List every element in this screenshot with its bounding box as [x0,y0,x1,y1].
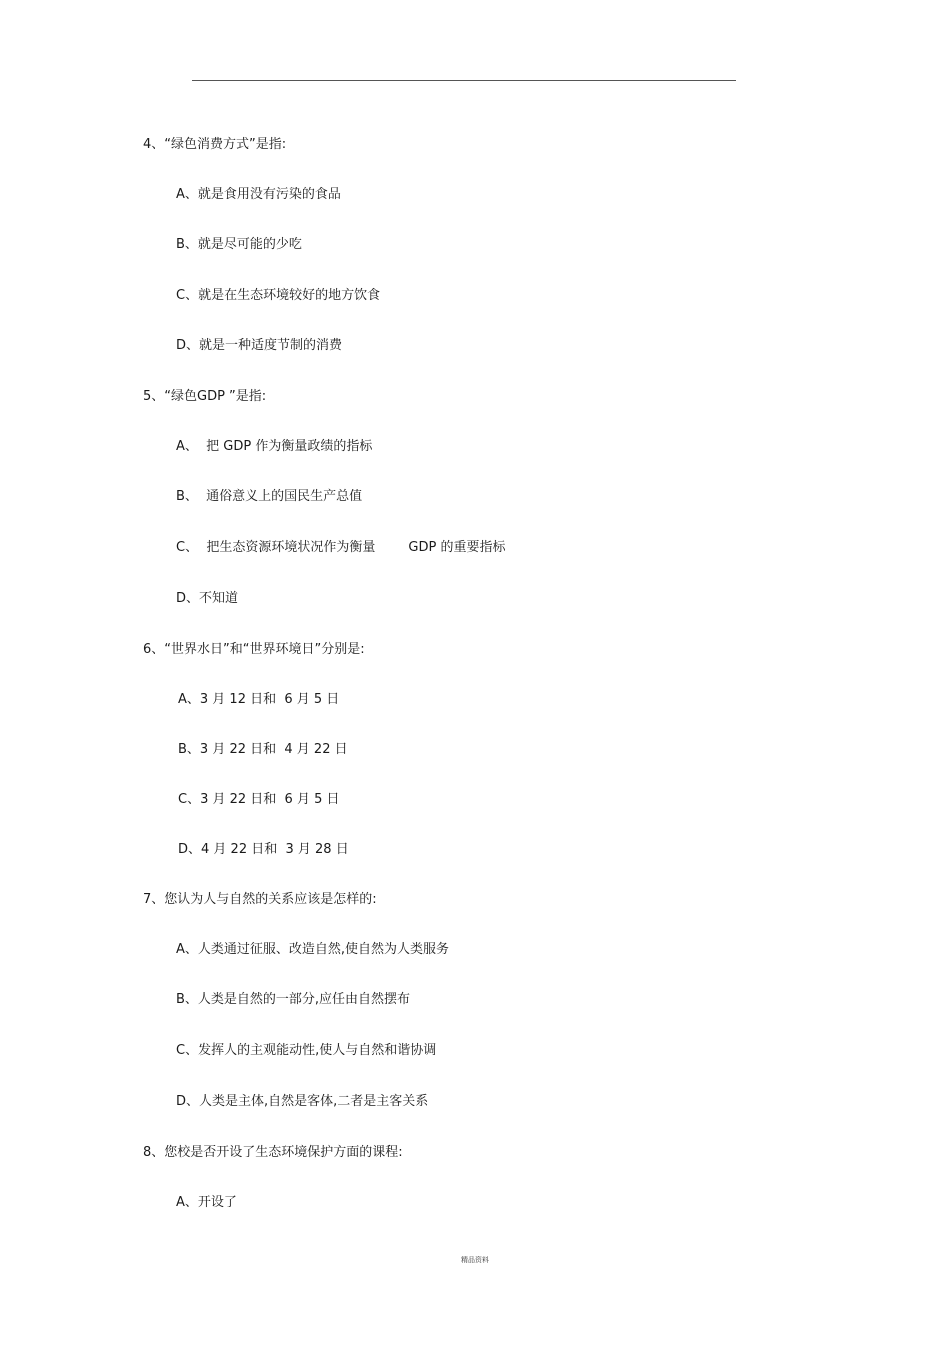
question-8: 8、您校是否开设了生态环境保护方面的课程: [143,1145,403,1160]
option-4d: D、就是一种适度节制的消费 [176,338,343,353]
option-5b: B、 通俗意义上的国民生产总值 [176,489,363,504]
option-7d: D、人类是主体,自然是客体,二者是主客关系 [176,1094,429,1109]
question-5: 5、“绿色GDP ”是指: [143,389,267,404]
option-5d: D、不知道 [176,591,239,606]
option-4b: B、就是尽可能的少吃 [176,237,302,252]
option-6c: C、3 月 22 日和 6 月 5 日 [178,792,340,807]
question-4: 4、“绿色消费方式”是指: [143,137,287,152]
header-rule [192,80,736,81]
option-7b: B、人类是自然的一部分,应任由自然摆布 [176,992,411,1007]
option-6a: A、3 月 12 日和 6 月 5 日 [178,692,340,707]
option-6b: B、3 月 22 日和 4 月 22 日 [178,742,348,757]
option-6d: D、4 月 22 日和 3 月 28 日 [178,842,349,857]
footer-label: 精品资料 [461,1256,489,1264]
question-7: 7、您认为人与自然的关系应该是怎样的: [143,892,377,907]
option-5c: C、 把生态资源环境状况作为衡量 GDP 的重要指标 [176,540,506,555]
option-4c: C、就是在生态环境较好的地方饮食 [176,288,381,303]
option-4a: A、就是食用没有污染的食品 [176,187,341,202]
option-7a: A、人类通过征服、改造自然,使自然为人类服务 [176,942,450,957]
question-6: 6、“世界水日”和“世界环境日”分别是: [143,642,365,657]
option-7c: C、发挥人的主观能动性,使人与自然和谐协调 [176,1043,437,1058]
option-5a: A、 把 GDP 作为衡量政绩的指标 [176,439,373,454]
option-8a: A、开设了 [176,1195,237,1210]
